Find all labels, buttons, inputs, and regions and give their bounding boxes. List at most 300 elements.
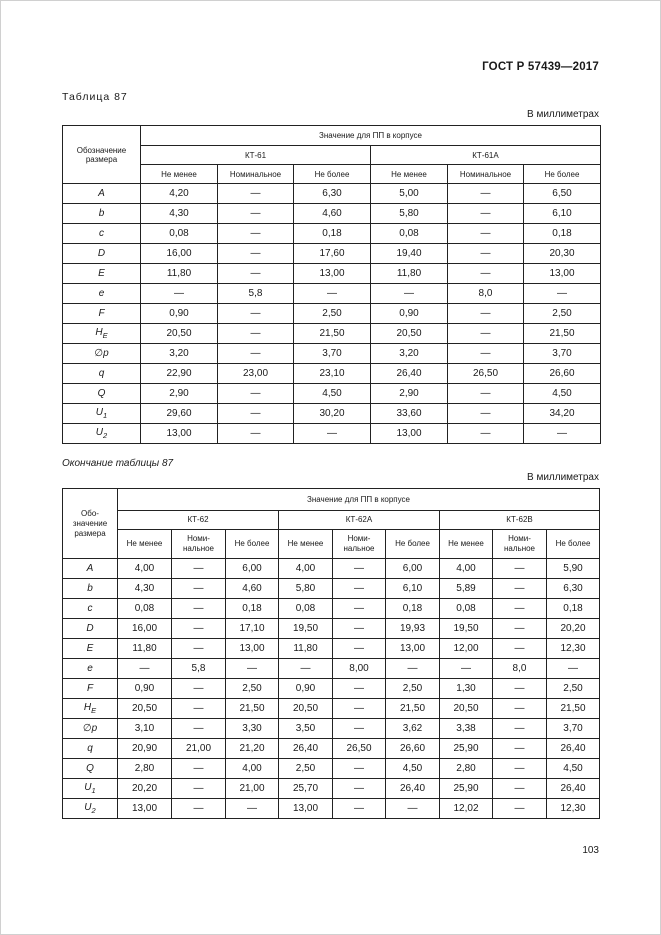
table2-units: В миллиметрах bbox=[527, 472, 599, 483]
table-cell: — bbox=[547, 659, 600, 679]
table-cell: — bbox=[448, 324, 524, 344]
table-cell: — bbox=[333, 719, 386, 739]
table2-subheader: Не менее bbox=[118, 530, 172, 559]
symbol-subscript: E bbox=[91, 706, 97, 715]
table-cell: 29,60 bbox=[141, 404, 218, 424]
table-cell: — bbox=[218, 384, 294, 404]
table-cell: — bbox=[226, 799, 279, 819]
table-row bbox=[63, 244, 601, 264]
symbol-letter: e bbox=[87, 663, 93, 674]
table-cell: 2,50 bbox=[386, 679, 440, 699]
standard-header: ГОСТ Р 57439—2017 bbox=[482, 61, 599, 73]
dimension-symbol bbox=[63, 304, 141, 324]
symbol-letter: E bbox=[98, 268, 105, 279]
table1-caption: Таблица 87 bbox=[62, 91, 128, 103]
table-cell: 23,10 bbox=[294, 364, 371, 384]
dimension-symbol bbox=[63, 659, 118, 679]
table-cell: 3,50 bbox=[279, 719, 333, 739]
table-cell: — bbox=[493, 619, 547, 639]
table-cell: 2,90 bbox=[141, 384, 218, 404]
table-cell: — bbox=[493, 699, 547, 719]
table-row bbox=[63, 364, 601, 384]
dimension-symbol bbox=[63, 719, 118, 739]
table-cell: — bbox=[118, 659, 172, 679]
table-cell: — bbox=[333, 679, 386, 699]
symbol-letter: ∅p bbox=[94, 348, 109, 359]
table-cell: 5,80 bbox=[371, 204, 448, 224]
table1-dim-header: Обозначение размера bbox=[63, 126, 141, 184]
table2-subheader: Не более bbox=[547, 530, 600, 559]
table-cell: — bbox=[371, 284, 448, 304]
dimension-symbol bbox=[63, 759, 118, 779]
table-row bbox=[63, 404, 601, 424]
table-cell: — bbox=[524, 284, 601, 304]
table-cell: — bbox=[172, 799, 226, 819]
table-cell: — bbox=[333, 779, 386, 799]
table-cell: 5,8 bbox=[172, 659, 226, 679]
table2-caption: Окончание таблицы 87 bbox=[62, 458, 174, 469]
table-cell: — bbox=[448, 424, 524, 444]
table-cell: 5,8 bbox=[218, 284, 294, 304]
table-cell: 6,00 bbox=[226, 559, 279, 579]
table-cell: — bbox=[493, 559, 547, 579]
table-cell: 13,00 bbox=[279, 799, 333, 819]
symbol-letter: A bbox=[86, 563, 94, 574]
table-row bbox=[63, 759, 600, 779]
table-cell: 0,90 bbox=[141, 304, 218, 324]
dimension-symbol bbox=[63, 264, 141, 284]
table-cell: 13,00 bbox=[141, 424, 218, 444]
table-cell: 8,0 bbox=[493, 659, 547, 679]
table-cell: — bbox=[333, 579, 386, 599]
dimension-symbol bbox=[63, 204, 141, 224]
table1-group-header: КТ-61 bbox=[141, 146, 371, 165]
table-cell: — bbox=[218, 224, 294, 244]
table-cell: — bbox=[172, 619, 226, 639]
symbol-letter: U bbox=[84, 782, 92, 793]
dimension-symbol bbox=[63, 324, 141, 344]
table-cell: 0,90 bbox=[118, 679, 172, 699]
table1-group-row bbox=[63, 146, 601, 165]
dimension-symbol bbox=[63, 799, 118, 819]
dimension-symbol bbox=[63, 699, 118, 719]
table-cell: 4,50 bbox=[547, 759, 600, 779]
table-cell: 20,20 bbox=[118, 779, 172, 799]
table2-group-header: КТ-62В bbox=[440, 511, 600, 530]
table-cell: 20,20 bbox=[547, 619, 600, 639]
table1-subheader: Не менее bbox=[371, 165, 448, 184]
table-cell: 19,50 bbox=[440, 619, 493, 639]
table-cell: 6,00 bbox=[386, 559, 440, 579]
table-cell: 2,50 bbox=[279, 759, 333, 779]
symbol-letter: E bbox=[86, 643, 94, 654]
table1 bbox=[62, 125, 601, 444]
table-cell: — bbox=[493, 719, 547, 739]
table2-subheader: Номи-нальное bbox=[172, 530, 226, 559]
table-cell: 21,50 bbox=[386, 699, 440, 719]
symbol-subscript: 2 bbox=[91, 806, 96, 815]
table-cell: — bbox=[218, 344, 294, 364]
table-cell: 2,80 bbox=[118, 759, 172, 779]
table-cell: 21,50 bbox=[524, 324, 601, 344]
table2-group-row bbox=[63, 511, 600, 530]
dimension-symbol bbox=[63, 284, 141, 304]
table1-subheader: Номинальное bbox=[218, 165, 294, 184]
table-cell: — bbox=[448, 384, 524, 404]
table1-subheader: Не более bbox=[294, 165, 371, 184]
table-cell: — bbox=[218, 324, 294, 344]
table-row bbox=[63, 639, 600, 659]
table-row bbox=[63, 659, 600, 679]
table-cell: — bbox=[448, 404, 524, 424]
table-cell: — bbox=[172, 719, 226, 739]
symbol-letter: F bbox=[98, 308, 105, 319]
symbol-subscript: 2 bbox=[103, 431, 108, 440]
table-row bbox=[63, 779, 600, 799]
table-cell: 33,60 bbox=[371, 404, 448, 424]
table2-subheader: Номи-нальное bbox=[333, 530, 386, 559]
table-row bbox=[63, 799, 600, 819]
dimension-symbol bbox=[63, 384, 141, 404]
symbol-letter: D bbox=[97, 248, 106, 259]
table-cell: 6,50 bbox=[524, 184, 601, 204]
table-cell: 6,30 bbox=[294, 184, 371, 204]
table-cell: 13,00 bbox=[118, 799, 172, 819]
table-cell: 26,40 bbox=[386, 779, 440, 799]
table-cell: 5,00 bbox=[371, 184, 448, 204]
table-cell: — bbox=[172, 779, 226, 799]
table-cell: — bbox=[493, 759, 547, 779]
table-cell: 12,00 bbox=[440, 639, 493, 659]
table-cell: — bbox=[279, 659, 333, 679]
table-cell: — bbox=[333, 759, 386, 779]
table-cell: 20,50 bbox=[440, 699, 493, 719]
table-row bbox=[63, 739, 600, 759]
symbol-letter: q bbox=[98, 368, 105, 379]
table1-subheader-row bbox=[63, 165, 601, 184]
table-cell: — bbox=[294, 284, 371, 304]
table-row bbox=[63, 579, 600, 599]
table-cell: 0,90 bbox=[279, 679, 333, 699]
page-number: 103 bbox=[582, 845, 599, 856]
table-cell: 26,40 bbox=[547, 779, 600, 799]
table-cell: 30,20 bbox=[294, 404, 371, 424]
table-row bbox=[63, 304, 601, 324]
table-cell: 13,00 bbox=[226, 639, 279, 659]
table-cell: 12,30 bbox=[547, 639, 600, 659]
table-cell: 8,00 bbox=[333, 659, 386, 679]
symbol-letter: H bbox=[83, 702, 92, 713]
table-row bbox=[63, 699, 600, 719]
table-cell: 13,00 bbox=[524, 264, 601, 284]
table-cell: 2,50 bbox=[226, 679, 279, 699]
table-cell: 20,50 bbox=[118, 699, 172, 719]
table2-dim-header: Обо-значение размера bbox=[63, 489, 118, 559]
table-cell: 20,90 bbox=[118, 739, 172, 759]
table-cell: 3,70 bbox=[547, 719, 600, 739]
table-cell: — bbox=[493, 779, 547, 799]
table-cell: 26,50 bbox=[448, 364, 524, 384]
table-cell: 5,89 bbox=[440, 579, 493, 599]
table-cell: 13,00 bbox=[371, 424, 448, 444]
table-cell: — bbox=[172, 579, 226, 599]
table2-subheader: Номи-нальное bbox=[493, 530, 547, 559]
symbol-letter: F bbox=[86, 683, 94, 694]
table-cell: — bbox=[226, 659, 279, 679]
symbol-letter: D bbox=[86, 623, 94, 634]
table-cell: — bbox=[172, 599, 226, 619]
dimension-symbol bbox=[63, 224, 141, 244]
table-cell: 4,50 bbox=[524, 384, 601, 404]
table-cell: 20,30 bbox=[524, 244, 601, 264]
table-cell: 19,40 bbox=[371, 244, 448, 264]
symbol-subscript: 1 bbox=[91, 786, 96, 795]
table-cell: 4,00 bbox=[440, 559, 493, 579]
table-cell: 6,10 bbox=[386, 579, 440, 599]
table-cell: 3,70 bbox=[294, 344, 371, 364]
table2-subheader: Не более bbox=[386, 530, 440, 559]
symbol-letter: c bbox=[87, 603, 93, 614]
table-cell: 4,00 bbox=[118, 559, 172, 579]
table-cell: 4,30 bbox=[141, 204, 218, 224]
table-cell: 25,70 bbox=[279, 779, 333, 799]
table-cell: 2,90 bbox=[371, 384, 448, 404]
dimension-symbol bbox=[63, 364, 141, 384]
symbol-letter: e bbox=[98, 288, 105, 299]
table-cell: 20,50 bbox=[279, 699, 333, 719]
table-cell: 26,40 bbox=[547, 739, 600, 759]
table-cell: 19,50 bbox=[279, 619, 333, 639]
table-cell: 34,20 bbox=[524, 404, 601, 424]
table-row bbox=[63, 599, 600, 619]
table-cell: — bbox=[386, 659, 440, 679]
table-cell: — bbox=[172, 679, 226, 699]
dimension-symbol bbox=[63, 599, 118, 619]
table-cell: 21,00 bbox=[226, 779, 279, 799]
table-cell: 16,00 bbox=[118, 619, 172, 639]
table-cell: — bbox=[172, 759, 226, 779]
table-cell: 13,00 bbox=[386, 639, 440, 659]
table-row bbox=[63, 424, 601, 444]
table-cell: 4,60 bbox=[226, 579, 279, 599]
table-cell: — bbox=[333, 559, 386, 579]
table1-units: В миллиметрах bbox=[527, 109, 599, 120]
table-cell: — bbox=[448, 224, 524, 244]
dimension-symbol bbox=[63, 184, 141, 204]
table-cell: 12,30 bbox=[547, 799, 600, 819]
table-cell: 0,08 bbox=[118, 599, 172, 619]
table-row bbox=[63, 619, 600, 639]
table-row bbox=[63, 719, 600, 739]
dimension-symbol bbox=[63, 424, 141, 444]
table-cell: 3,20 bbox=[371, 344, 448, 364]
table2-group-header: КТ-62 bbox=[118, 511, 279, 530]
table-cell: — bbox=[218, 264, 294, 284]
table-cell: 0,18 bbox=[294, 224, 371, 244]
symbol-subscript: E bbox=[102, 331, 108, 340]
table2 bbox=[62, 488, 600, 819]
table-cell: — bbox=[493, 579, 547, 599]
dimension-symbol bbox=[63, 779, 118, 799]
table-cell: 26,60 bbox=[386, 739, 440, 759]
table-cell: 3,70 bbox=[524, 344, 601, 364]
table-cell: 0,08 bbox=[141, 224, 218, 244]
table-cell: — bbox=[172, 699, 226, 719]
table-cell: — bbox=[448, 304, 524, 324]
table-cell: 2,50 bbox=[524, 304, 601, 324]
table-cell: 0,90 bbox=[371, 304, 448, 324]
table-cell: — bbox=[172, 639, 226, 659]
table-cell: — bbox=[448, 344, 524, 364]
table2-subheader: Не более bbox=[226, 530, 279, 559]
table-cell: 21,20 bbox=[226, 739, 279, 759]
table-row bbox=[63, 344, 601, 364]
table-cell: 0,18 bbox=[226, 599, 279, 619]
table-cell: 11,80 bbox=[279, 639, 333, 659]
dimension-symbol bbox=[63, 619, 118, 639]
table-cell: 0,18 bbox=[386, 599, 440, 619]
table-cell: 3,20 bbox=[141, 344, 218, 364]
table-cell: 23,00 bbox=[218, 364, 294, 384]
dimension-symbol bbox=[63, 244, 141, 264]
table-cell: — bbox=[493, 799, 547, 819]
table-cell: 12,02 bbox=[440, 799, 493, 819]
table-cell: — bbox=[493, 679, 547, 699]
table-row bbox=[63, 284, 601, 304]
table-cell: 19,93 bbox=[386, 619, 440, 639]
table-cell: 0,18 bbox=[547, 599, 600, 619]
table2-subheader: Не менее bbox=[279, 530, 333, 559]
table-row bbox=[63, 224, 601, 244]
symbol-letter: Q bbox=[97, 388, 106, 399]
table-cell: 3,62 bbox=[386, 719, 440, 739]
table-cell: — bbox=[141, 284, 218, 304]
table-cell: — bbox=[333, 619, 386, 639]
table-cell: 13,00 bbox=[294, 264, 371, 284]
table2-body bbox=[63, 559, 600, 819]
symbol-letter: b bbox=[87, 583, 93, 594]
table-row bbox=[63, 324, 601, 344]
table-cell: — bbox=[333, 639, 386, 659]
table-cell: 17,60 bbox=[294, 244, 371, 264]
table-cell: — bbox=[493, 599, 547, 619]
dimension-symbol bbox=[63, 679, 118, 699]
table-cell: 0,08 bbox=[279, 599, 333, 619]
table-cell: — bbox=[218, 244, 294, 264]
dimension-symbol bbox=[63, 639, 118, 659]
dimension-symbol bbox=[63, 344, 141, 364]
table-cell: — bbox=[333, 599, 386, 619]
table-cell: — bbox=[386, 799, 440, 819]
table-cell: — bbox=[448, 264, 524, 284]
table-cell: — bbox=[448, 204, 524, 224]
table-cell: 26,40 bbox=[371, 364, 448, 384]
table-cell: — bbox=[440, 659, 493, 679]
table-cell: 0,08 bbox=[440, 599, 493, 619]
symbol-letter: b bbox=[98, 208, 105, 219]
table-cell: — bbox=[172, 559, 226, 579]
symbol-letter: A bbox=[98, 188, 105, 199]
table-cell: 3,30 bbox=[226, 719, 279, 739]
table-cell: 4,50 bbox=[294, 384, 371, 404]
table-cell: — bbox=[493, 639, 547, 659]
symbol-letter: U bbox=[95, 407, 104, 418]
table-cell: 2,50 bbox=[294, 304, 371, 324]
symbol-letter: H bbox=[95, 327, 103, 338]
symbol-letter: ∅p bbox=[82, 723, 98, 734]
table1-value-header: Значение для ПП в корпусе bbox=[141, 126, 601, 146]
table-cell: — bbox=[218, 424, 294, 444]
table-cell: — bbox=[218, 184, 294, 204]
table1-group-header: КТ-61А bbox=[371, 146, 601, 165]
table-cell: — bbox=[493, 739, 547, 759]
table-cell: 20,50 bbox=[141, 324, 218, 344]
table-cell: 20,50 bbox=[371, 324, 448, 344]
table-cell: 1,30 bbox=[440, 679, 493, 699]
table-row bbox=[63, 384, 601, 404]
symbol-letter: U bbox=[95, 427, 104, 438]
dimension-symbol bbox=[63, 739, 118, 759]
table-cell: — bbox=[448, 184, 524, 204]
table-cell: 25,90 bbox=[440, 739, 493, 759]
table-row bbox=[63, 204, 601, 224]
table1-subheader: Не менее bbox=[141, 165, 218, 184]
table-cell: — bbox=[333, 699, 386, 719]
table-cell: — bbox=[218, 304, 294, 324]
table-cell: 4,00 bbox=[279, 559, 333, 579]
table-cell: 6,30 bbox=[547, 579, 600, 599]
table-cell: 26,40 bbox=[279, 739, 333, 759]
table-cell: — bbox=[218, 404, 294, 424]
table-cell: 4,50 bbox=[386, 759, 440, 779]
table-cell: 22,90 bbox=[141, 364, 218, 384]
table-cell: — bbox=[333, 799, 386, 819]
dimension-symbol bbox=[63, 579, 118, 599]
table-cell: 21,50 bbox=[294, 324, 371, 344]
table-cell: — bbox=[448, 244, 524, 264]
table1-body bbox=[63, 184, 601, 444]
table-cell: 11,80 bbox=[141, 264, 218, 284]
table-cell: — bbox=[524, 424, 601, 444]
table-cell: 16,00 bbox=[141, 244, 218, 264]
table-cell: 0,18 bbox=[524, 224, 601, 244]
table-cell: 25,90 bbox=[440, 779, 493, 799]
table-cell: 0,08 bbox=[371, 224, 448, 244]
table1-subheader: Не более bbox=[524, 165, 601, 184]
symbol-letter: c bbox=[99, 228, 104, 239]
dimension-symbol bbox=[63, 404, 141, 424]
table-cell: 4,30 bbox=[118, 579, 172, 599]
table-cell: 6,10 bbox=[524, 204, 601, 224]
symbol-letter: q bbox=[87, 743, 93, 754]
table-cell: 11,80 bbox=[371, 264, 448, 284]
table-cell: 5,90 bbox=[547, 559, 600, 579]
table-row bbox=[63, 679, 600, 699]
table2-subheader-row bbox=[63, 530, 600, 559]
table-row bbox=[63, 559, 600, 579]
table2-group-header: КТ-62А bbox=[279, 511, 440, 530]
table-cell: 17,10 bbox=[226, 619, 279, 639]
symbol-letter: U bbox=[84, 802, 92, 813]
dimension-symbol bbox=[63, 559, 118, 579]
table-cell: 4,20 bbox=[141, 184, 218, 204]
symbol-subscript: 1 bbox=[103, 411, 108, 420]
table-cell: 11,80 bbox=[118, 639, 172, 659]
table-cell: 21,00 bbox=[172, 739, 226, 759]
table-cell: 21,50 bbox=[547, 699, 600, 719]
table-cell: 3,38 bbox=[440, 719, 493, 739]
table2-subheader: Не менее bbox=[440, 530, 493, 559]
